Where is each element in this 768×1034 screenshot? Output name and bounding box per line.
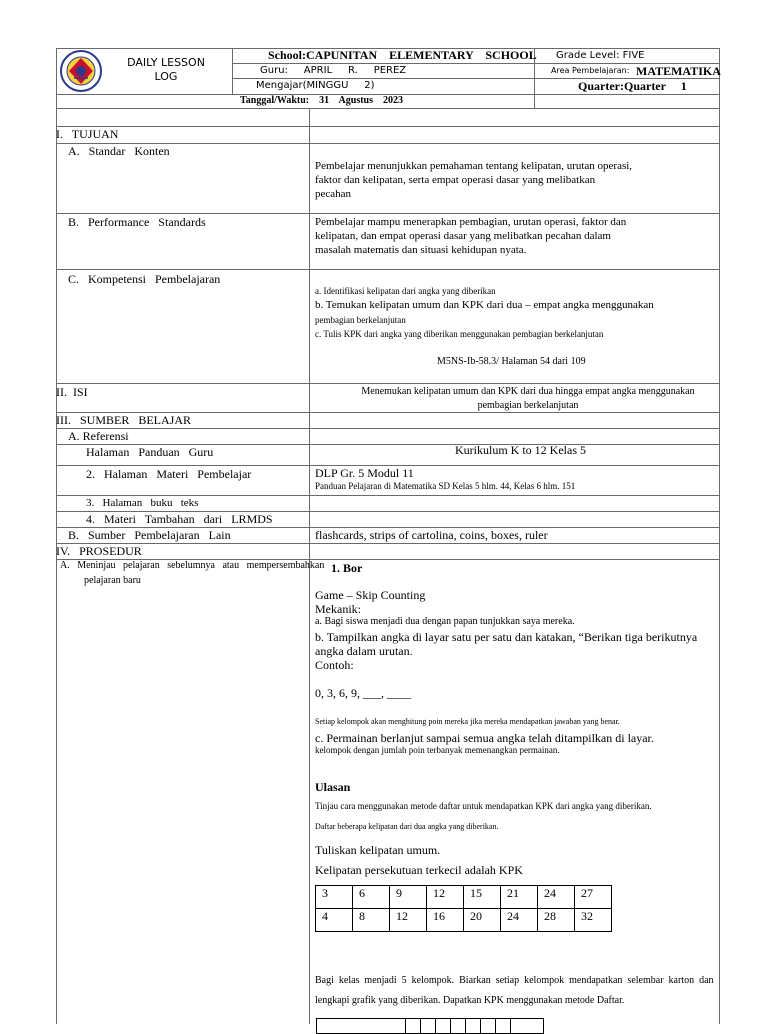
rule bbox=[56, 48, 57, 1024]
tuliskan-text: Tuliskan kelipatan umum. bbox=[315, 843, 441, 857]
step-b-cont: angka dalam urutan. bbox=[315, 644, 413, 658]
table-row bbox=[317, 1019, 544, 1034]
date-time: Tanggal/Waktu: 31 Agustus 2023 bbox=[240, 95, 404, 106]
isi-text: Menemukan kelipatan umum dan KPK dari dua hingga empat angka menggunakan pembagian berkelanjutan bbox=[361, 386, 695, 411]
competency-code: M5NS-Ib-58.3/ Halaman 54 dari 109 bbox=[437, 356, 586, 367]
table-cell: 16 bbox=[427, 909, 464, 932]
table-cell: 24 bbox=[501, 909, 538, 932]
table-cell: 8 bbox=[353, 909, 390, 932]
step-a: a. Bagi siswa menjadi dua dengan papan tunjukkan saya mereka. bbox=[315, 616, 575, 627]
referensi-label: A. Referensi bbox=[68, 429, 129, 443]
school-name: School:CAPUNITAN ELEMENTARY SCHOOL bbox=[268, 48, 537, 62]
halaman-materi-label: 2. Halaman Materi Pembelajar bbox=[86, 467, 252, 481]
table-cell: 12 bbox=[427, 886, 464, 909]
halaman-guru-value: Kurikulum K to 12 Kelas 5 bbox=[455, 443, 586, 457]
halaman-materi-ref: Panduan Pelajaran di Matematika SD Kelas 5 hlm. 44, Kelas 6 hlm. 151 bbox=[315, 481, 576, 491]
standar-konten-label: A. Standar Konten bbox=[68, 144, 170, 158]
table-cell: 12 bbox=[390, 909, 427, 932]
section-prosedur: IV. PROSEDUR bbox=[56, 544, 142, 558]
table-cell bbox=[466, 1019, 481, 1034]
table-cell: 21 bbox=[501, 886, 538, 909]
rule bbox=[232, 48, 233, 94]
performance-standards-label: B. Performance Standards bbox=[68, 215, 206, 229]
subject-area-label: Area Pembelajaran: bbox=[551, 66, 630, 75]
step-c: c. Permainan berlanjut sampai semua angka telah ditampilkan di layar. bbox=[315, 731, 654, 745]
table-cell: 6 bbox=[353, 886, 390, 909]
contoh-label: Contoh: bbox=[315, 658, 354, 672]
multiples-table bbox=[315, 885, 612, 932]
standar-konten-text: Pembelajar menunjukkan pemahaman tentang kelipatan, urutan operasi, faktor dan kelipatan, serta empat operasi dasar yang melibatkan pecahan bbox=[315, 160, 633, 200]
section-isi: II. ISI bbox=[56, 385, 88, 399]
kompetensi-label: C. Kompetensi Pembelajaran bbox=[68, 272, 221, 286]
halaman-buku-label: 3. Halaman buku teks bbox=[86, 497, 199, 509]
rule bbox=[56, 126, 720, 127]
bor-heading: 1. Bor bbox=[331, 561, 363, 575]
rule bbox=[56, 108, 720, 109]
tinjau-text: Tinjau cara menggunakan metode daftar untuk mendapatkan KPK dari angka yang diberikan. bbox=[315, 801, 652, 811]
daftar-text: Daftar beberapa kelipatan dari dua angka yang diberikan. bbox=[315, 822, 499, 831]
table-row bbox=[316, 886, 612, 909]
table-cell: 20 bbox=[464, 909, 501, 932]
table-cell bbox=[496, 1019, 511, 1034]
quarter: Quarter:Quarter 1 bbox=[578, 79, 687, 93]
rule bbox=[56, 543, 720, 544]
rule bbox=[719, 48, 720, 1024]
prosedur-a: A. Meninjau pelajaran sebelumnya atau mempersembahkan bbox=[60, 560, 325, 571]
table-cell: 9 bbox=[390, 886, 427, 909]
mekanik-label: Mekanik: bbox=[315, 602, 361, 616]
kelipatan-text: Kelipatan persekutuan terkecil adalah KPK bbox=[315, 863, 523, 877]
halaman-materi-value: DLP Gr. 5 Modul 11 bbox=[315, 466, 414, 480]
table-cell bbox=[406, 1019, 421, 1034]
sequence-example: 0, 3, 6, 9, ___, ____ bbox=[315, 686, 411, 700]
table-cell bbox=[317, 1019, 406, 1034]
daily-lesson-log-title: DAILY LESSON LOG bbox=[127, 56, 205, 83]
performance-standards-text: Pembelajar mampu menerapkan pembagian, urutan operasi, faktor dan kelipatan, dan empat operasi dasar yang melibatkan pecahan dalam masalah matematis dan situasi kehidupan nyata. bbox=[315, 216, 627, 256]
table-cell: 15 bbox=[464, 886, 501, 909]
rule bbox=[56, 213, 720, 214]
table-cell bbox=[481, 1019, 496, 1034]
poin-text: Setiap kelompok akan menghitung poin mereka jika mereka mendapatkan jawaban yang benar. bbox=[315, 717, 620, 726]
rule bbox=[56, 269, 720, 270]
school-seal-logo bbox=[59, 50, 103, 92]
teacher-name: Guru: APRIL R. PEREZ bbox=[260, 65, 407, 76]
table-cell bbox=[421, 1019, 436, 1034]
kompetensi-b-cont: pembagian berkelanjutan bbox=[315, 315, 406, 325]
prosedur-a-cont: pelajaran baru bbox=[84, 575, 141, 586]
sumber-lain-value: flashcards, strips of cartolina, coins, boxes, ruler bbox=[315, 528, 548, 542]
section-sumber-belajar: III. SUMBER BELAJAR bbox=[56, 413, 192, 427]
kompetensi-a: a. Identifikasi kelipatan dari angka yang diberikan bbox=[315, 286, 496, 296]
rule bbox=[56, 383, 720, 384]
ulasan-heading: Ulasan bbox=[315, 780, 351, 794]
table-cell: 28 bbox=[538, 909, 575, 932]
grade-level: Grade Level: FIVE bbox=[556, 50, 645, 61]
game-title: Game – Skip Counting bbox=[315, 588, 426, 602]
bagi-kelas-text-cont: lengkapi grafik yang diberikan. Dapatkan KPK menggunakan metode Daftar. bbox=[315, 995, 625, 1006]
table-cell bbox=[436, 1019, 451, 1034]
table-cell bbox=[511, 1019, 544, 1034]
table-cell bbox=[451, 1019, 466, 1034]
table-row bbox=[316, 909, 612, 932]
subject-area-value: MATEMATIKA bbox=[636, 64, 721, 78]
materi-tambahan-label: 4. Materi Tambahan dari LRMDS bbox=[86, 512, 273, 526]
rule bbox=[56, 495, 720, 496]
rule bbox=[56, 428, 720, 429]
table-cell: 32 bbox=[575, 909, 612, 932]
table-cell: 24 bbox=[538, 886, 575, 909]
chart-table-partial bbox=[316, 1018, 544, 1034]
section-tujuan: I. TUJUAN bbox=[56, 127, 119, 141]
kompetensi-b: b. Temukan kelipatan umum dan KPK dari dua – empat angka menggunakan bbox=[315, 299, 654, 311]
bagi-kelas-text: Bagi kelas menjadi 5 kelompok. Biarkan setiap kelompok mendapatkan selembar karton dan bbox=[315, 975, 714, 986]
table-cell: 3 bbox=[316, 886, 353, 909]
halaman-guru-label: Halaman Panduan Guru bbox=[86, 445, 214, 459]
kompetensi-c: c. Tulis KPK dari angka yang diberikan menggunakan pembagian berkelanjutan bbox=[315, 329, 604, 339]
table-cell: 27 bbox=[575, 886, 612, 909]
step-b: b. Tampilkan angka di layar satu per satu dan katakan, “Berikan tiga berikutnya bbox=[315, 630, 698, 644]
sumber-lain-label: B. Sumber Pembelajaran Lain bbox=[68, 528, 231, 542]
winner-text: kelompok dengan jumlah poin terbanyak memenangkan permainan. bbox=[315, 745, 560, 755]
table-cell: 4 bbox=[316, 909, 353, 932]
teaching-week: Mengajar(MINGGU 2) bbox=[256, 80, 375, 91]
